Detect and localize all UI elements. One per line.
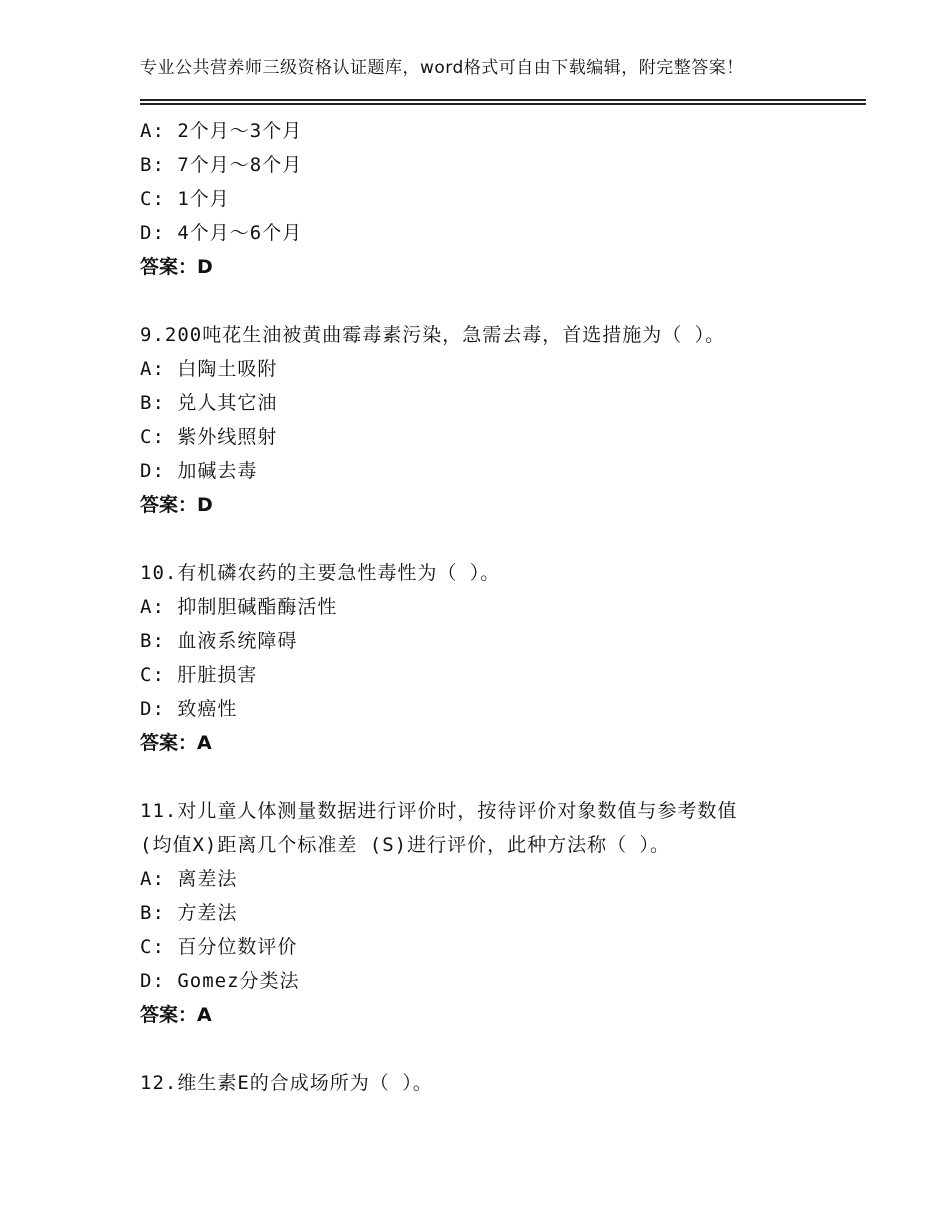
option-a: A: 抑制胆碱酯酶活性 — [140, 596, 338, 618]
option-d: D: 4个月～6个月 — [140, 222, 303, 244]
spacer — [140, 760, 840, 794]
option-d: D: 致癌性 — [140, 698, 238, 720]
option-b: B: 血液系统障碍 — [140, 630, 298, 652]
option-d: D: 加碱去毒 — [140, 460, 258, 482]
question-8 — [140, 114, 840, 284]
question-stem-line-2: (均值X)距离几个标准差 (S)进行评价，此种方法称（ ）。 — [140, 834, 671, 856]
question-11 — [140, 794, 840, 1032]
header-rule-top — [140, 99, 866, 101]
question-12 — [140, 1066, 840, 1100]
answer-label: 答案：A — [140, 1004, 212, 1026]
question-stem: 10.有机磷农药的主要急性毒性为（ ）。 — [140, 562, 501, 584]
answer-label: 答案：A — [140, 732, 212, 754]
question-9 — [140, 318, 840, 522]
answer-label: 答案：D — [140, 494, 213, 516]
header-rule-bottom — [140, 103, 866, 105]
spacer — [140, 284, 840, 318]
option-c: C: 紫外线照射 — [140, 426, 278, 448]
option-c: C: 肝脏损害 — [140, 664, 258, 686]
question-stem: 12.维生素E的合成场所为（ ）。 — [140, 1072, 433, 1094]
spacer — [140, 1032, 840, 1066]
question-stem: 9.200吨花生油被黄曲霉毒素污染，急需去毒，首选措施为（ ）。 — [140, 324, 726, 346]
option-a: A: 2个月～3个月 — [140, 120, 303, 142]
question-content — [140, 114, 840, 1100]
option-b: B: 兑人其它油 — [140, 392, 278, 414]
page-header: 专业公共营养师三级资格认证题库，word格式可自由下载编辑，附完整答案！ — [140, 58, 744, 78]
option-c: C: 百分位数评价 — [140, 936, 298, 958]
spacer — [140, 522, 840, 556]
option-b: B: 7个月～8个月 — [140, 154, 303, 176]
question-10 — [140, 556, 840, 760]
answer-label: 答案：D — [140, 256, 213, 278]
option-a: A: 白陶土吸附 — [140, 358, 278, 380]
option-d: D: Gomez分类法 — [140, 970, 300, 992]
option-b: B: 方差法 — [140, 902, 238, 924]
option-a: A: 离差法 — [140, 868, 238, 890]
option-c: C: 1个月 — [140, 188, 230, 210]
question-stem-line-1: 11.对儿童人体测量数据进行评价时，按待评价对象数值与参考数值 — [140, 800, 738, 822]
